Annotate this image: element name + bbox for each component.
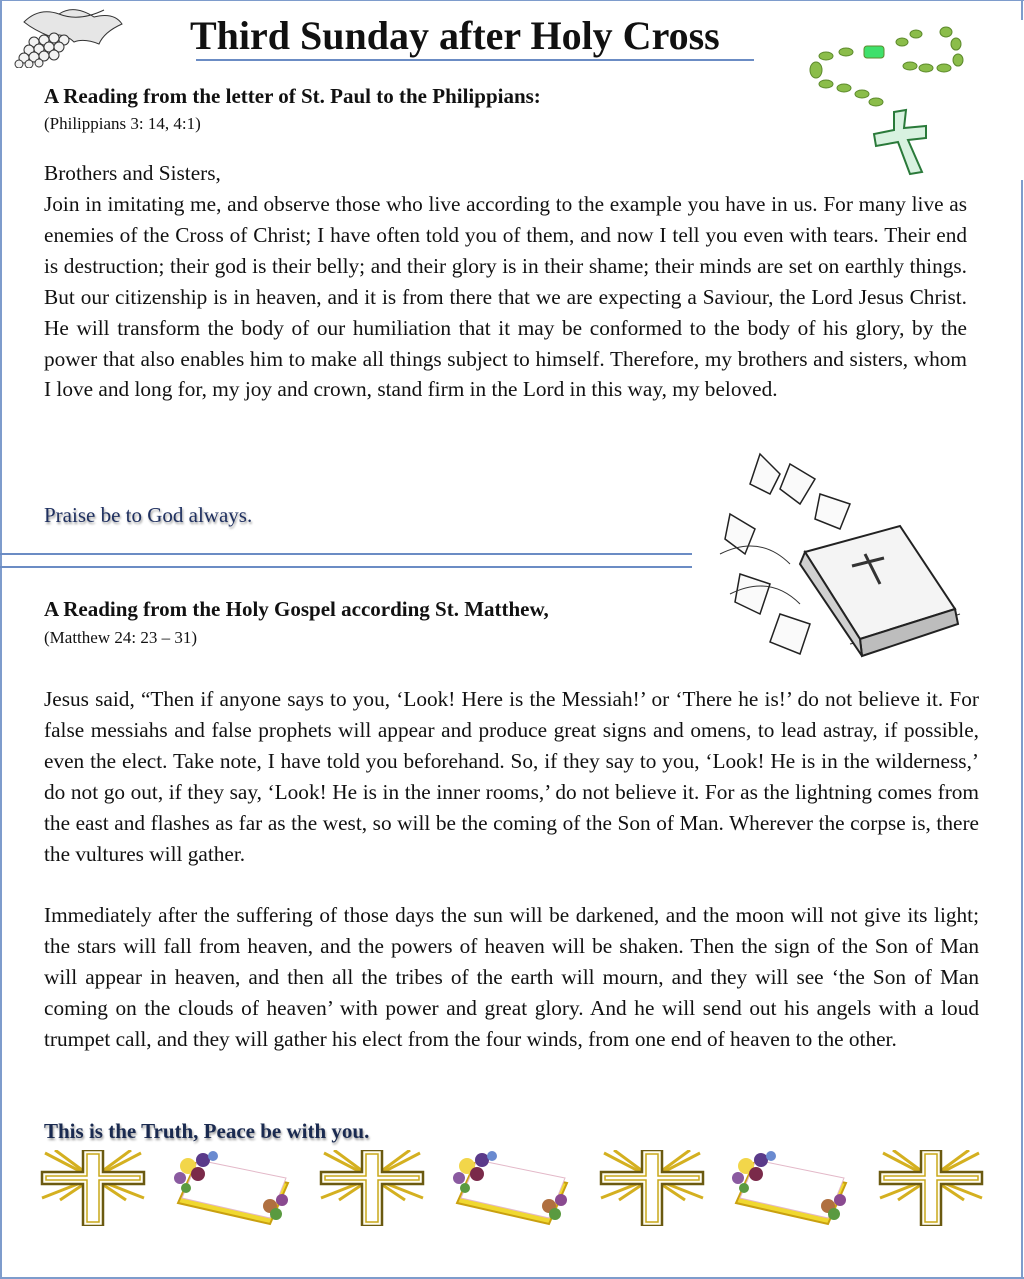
section-divider-top [0,553,692,555]
epistle-closing: Praise be to God always. [44,503,253,527]
epistle-reference: (Philippians 3: 14, 4:1) [44,114,201,133]
radiant-cross-icon [319,1150,425,1226]
page-frame-top [0,0,1024,1]
epistle-heading: A Reading from the letter of St. Paul to the Philippians: [44,84,541,108]
page-frame-left [0,0,2,1279]
section-divider-bottom [0,566,692,568]
radiant-cross-icon [599,1150,705,1226]
bible-pansies-icon [158,1148,308,1228]
gospel-heading: A Reading from the Holy Gospel according St. Matthew, [44,597,549,621]
decorative-border [40,1148,984,1228]
epistle-salutation: Brothers and Sisters, [44,161,221,185]
page-frame-right-top [1021,0,1023,20]
gospel-paragraph-2: Immediately after the suffering of those days the sun will be darkened, and the moon will not give its light; the stars will fall from heaven, and the powers of heaven will be shaken. Then the sign of the Son of Man will appear in heaven, and then all the tribes of the earth will mourn, and they will see ‘the Son of Man coming on the clouds of heaven’ with power and great glory. And he will send out his angels with a loud trumpet call, and they will gather his elect from the four winds, from one end of heaven to the other. [44,903,979,1051]
radiant-cross-icon [40,1150,146,1226]
epistle-body: Join in imitating me, and observe those who live according to the example you have in us. For many live as enemies of the Cross of Christ; I have often told you of them, and now I tell you even with tears. Their end is destruction; their god is their belly; and their glory is in their shame; their minds are set on earthly things. But our citizenship is in heaven, and it is from there that we are expecting a Saviour, the Lord Jesus Christ. He will transform the body of our humiliation that it may be conformed to the body of his glory, by the power that also enables him to make all things subject to himself. Therefore, my brothers and sisters, whom I love and long for, my joy and crown, stand firm in the Lord in this way, my beloved. [44,192,967,402]
gospel-paragraph-1: Jesus said, “Then if anyone says to you, ‘Look! Here is the Messiah!’ or ‘There he is!’ do not believe it. For false messiahs and false prophets will appear and produce great signs and omens, to lead astray, if possible, even the elect. Take note, I have told you beforehand. So, if they say to you, ‘Look! He is in the wilderness,’ do not go out, if they say, ‘Look! He is in the inner rooms,’ do not believe it. For as the lightning comes from the east and flashes as far as the west, so will be the coming of the Son of Man. Wherever the corpse is, there the vultures will gather. [44,687,979,866]
rosary-icon [806,22,980,178]
page-frame-right [1021,180,1023,1279]
radiant-cross-icon [878,1150,984,1226]
grapes-icon [4,2,126,68]
gospel-closing: This is the Truth, Peace be with you. [44,1119,370,1143]
bible-pansies-icon [437,1148,587,1228]
bible-lilies-icon [700,434,970,674]
page-title: Third Sunday after Holy Cross [190,13,720,58]
gospel-reference: (Matthew 24: 23 – 31) [44,628,197,647]
title-underline [196,59,754,61]
bible-pansies-icon [716,1148,866,1228]
